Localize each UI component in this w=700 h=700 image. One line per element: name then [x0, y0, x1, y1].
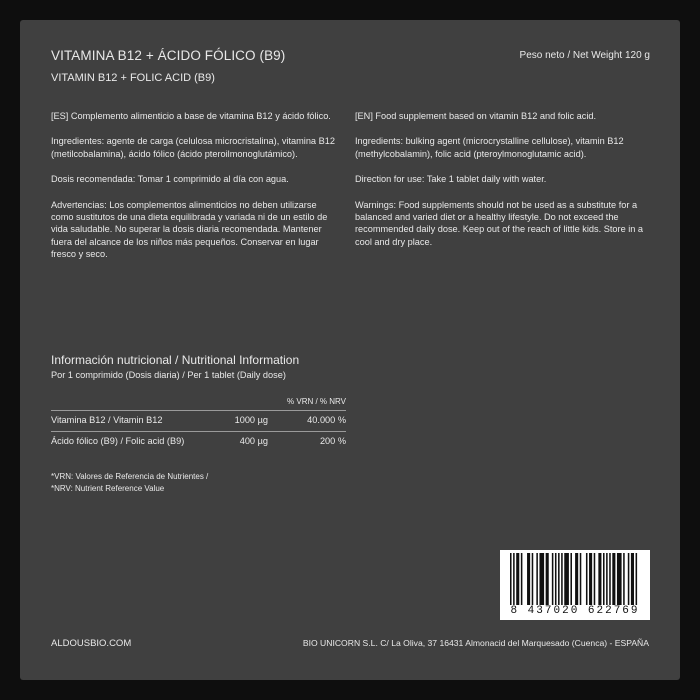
barcode-bar [552, 553, 554, 605]
en-directions: Direction for use: Take 1 tablet daily with water. [355, 174, 547, 185]
barcode-bar [564, 553, 569, 605]
nutrient-nrv: 40.000 % [307, 415, 346, 425]
es-description: [ES] Complemento alimenticio a base de vitamina B12 y ácido fólico. [51, 111, 331, 121]
barcode-bar [570, 553, 572, 605]
company-address: BIO UNICORN S.L. C/ La Oliva, 37 16431 Almonacid del Marquesado (Cuenca) - ESPAÑA [302, 638, 649, 648]
nutrition-footnote [51, 471, 208, 495]
barcode-bar [575, 553, 578, 605]
nutrient-name: Vitamina B12 / Vitamin B12 [51, 415, 163, 425]
barcode-bar [521, 553, 523, 605]
es-warnings: Advertencias: Los complementos alimenticios no deben utilizarse como sustitutos de una dieta equilibrada y variada ni de un estilo de vida saludable. No superar la dosis diaria recomendada. Mantener fuera del alcance de los niños más pequeños. Conservar en lugar fresco y seco. [51, 199, 328, 260]
product-title: VITAMINA B12 + ÁCIDO FÓLICO (B9) [51, 48, 286, 63]
barcode-bar [555, 553, 557, 605]
barcode-bar [527, 553, 530, 605]
nutrition-table-header [51, 397, 346, 410]
en-description: [EN] Food supplement based on vitamin B12 and folic acid. [355, 111, 597, 121]
barcode-bar [594, 553, 596, 605]
en-warnings: Warnings: Food supplements should not be used as a substitute for a balanced and varied diet or a healthy lifestyle. Do not exceed the recommended daily dose. Keep out of the reach of little kids. Store in a cool and dry place. [355, 199, 644, 247]
barcode [500, 550, 650, 620]
barcode-bar [546, 553, 549, 605]
nutrient-name: Ácido fólico (B9) / Folic acid (B9) [51, 436, 185, 446]
barcode-number: 8 437020 622769 [500, 605, 650, 617]
barcode-bar [510, 553, 512, 605]
table-row [51, 432, 346, 452]
barcode-bar [513, 553, 515, 605]
spanish-text-column [51, 110, 337, 274]
nutrition-table [51, 397, 346, 452]
es-ingredients: Ingredientes: agente de carga (celulosa microcristalina), vitamina B12 (metilcobalamina), ácido fólico (ácido pteroilmonoglutámico). [51, 136, 335, 159]
net-weight: Peso neto / Net Weight 120 g [519, 50, 650, 61]
barcode-bar [561, 553, 563, 605]
barcode-bar [586, 553, 588, 605]
barcode-bar [532, 553, 534, 605]
es-dosage: Dosis recomendada: Tomar 1 comprimido al día con agua. [51, 174, 289, 185]
barcode-bar [631, 553, 634, 605]
barcode-bar [623, 553, 625, 605]
barcode-bar [539, 553, 544, 605]
barcode-bar [516, 553, 519, 605]
footnote-nrv: *NRV: Nutrient Reference Value [51, 484, 165, 493]
nutrient-amount: 1000 µg [234, 415, 268, 425]
barcode-bar [609, 553, 611, 605]
english-text-column [355, 110, 647, 261]
barcode-bar [580, 553, 582, 605]
table-row [51, 411, 346, 431]
barcode-bar [603, 553, 605, 605]
nutrient-nrv: 200 % [319, 436, 346, 446]
footnote-vrn: *VRN: Valores de Referencia de Nutrientes / [51, 472, 209, 481]
en-ingredients: Ingredients: bulking agent (microcrystalline cellulose), vitamin B12 (methylcobalamin), folic acid (pteroylmonoglutamic acid). [355, 136, 624, 159]
nutrient-amount: 400 µg [239, 436, 268, 446]
product-subtitle: VITAMIN B12 + FOLIC ACID (B9) [51, 72, 215, 84]
nutrition-title: Información nutricional / Nutritional Information [51, 353, 300, 367]
barcode-bar [558, 553, 560, 605]
barcode-bars [506, 553, 644, 605]
product-label [20, 20, 680, 680]
barcode-bar [636, 553, 638, 605]
barcode-bar [589, 553, 592, 605]
barcode-bar [628, 553, 630, 605]
nutrition-per-dose: Por 1 comprimido (Dosis diaria) / Per 1 tablet (Daily dose) [51, 370, 286, 380]
barcode-bar [606, 553, 608, 605]
barcode-bar [612, 553, 615, 605]
barcode-bar [598, 553, 601, 605]
barcode-bar [536, 553, 538, 605]
nrv-column-header: % VRN / % NRV [287, 397, 346, 406]
barcode-bar [617, 553, 622, 605]
website-link[interactable]: ALDOUSBIO.COM [51, 638, 132, 649]
